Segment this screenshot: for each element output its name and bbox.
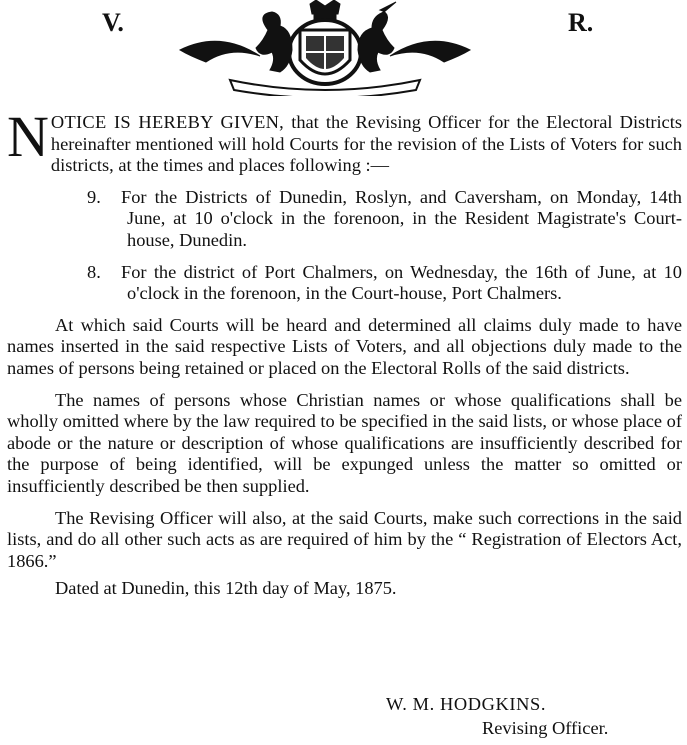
royal-coat-of-arms-icon <box>160 0 490 96</box>
list-item <box>87 262 682 305</box>
signature-name: W. M. HODGKINS. <box>386 694 547 714</box>
signature-title: Revising Officer. <box>482 718 609 738</box>
paragraph-corrections: The Revising Officer will also, at the said Courts, make such corrections in the said lists, and do all other such acts as are required of him by the “ Registration of Electors Act, 1866.” <box>7 507 682 571</box>
notice-intro-text: that the Revising Officer for the Electoral Districts hereinafter mentioned will hold Courts for the revision of the Lists of Voters for such districts, at the times and places following :— <box>50 112 682 176</box>
paragraph-names: The names of persons whose Christian names or whose qualifications shall be wholly omitted where by the law required to be specified in the said lists, or whose place of abode or the nature or description of whose qualifications are insufficiently described for the purpose of being identified, will be expunged unless the matter so omitted or insufficiently described be then supplied. <box>7 389 682 496</box>
item-text: For the Districts of Dunedin, Roslyn, and Caversham, on Monday, 14th June, at 10 o'clock in the forenoon, in the Resident Magistrate's Court-house, Dunedin. <box>121 186 682 250</box>
dated-line: Dated at Dunedin, this 12th day of May, 1875. <box>55 578 397 599</box>
paragraph-claims: At which said Courts will be heard and determined all claims duly made to have names inserted in the said respective Lists of Voters, and all objections duly made to the names of persons being retained or placed on the Electoral Rolls of the said districts. <box>7 314 682 378</box>
notice-body <box>7 104 682 600</box>
item-number: 8. <box>87 261 101 282</box>
list-item <box>87 187 682 252</box>
header-letter-left: V. <box>102 8 124 37</box>
item-text: For the district of Port Chalmers, on Wednesday, the 16th of June, at 10 o'clock in the forenoon, in the Court-house, Port Chalmers. <box>121 261 682 304</box>
item-number: 9. <box>87 186 101 207</box>
drop-cap: N <box>7 104 49 169</box>
header-letter-right: R. <box>568 8 594 37</box>
notice-intro <box>7 104 682 177</box>
notice-lead: OTICE IS HEREBY GIVEN, <box>50 112 285 132</box>
